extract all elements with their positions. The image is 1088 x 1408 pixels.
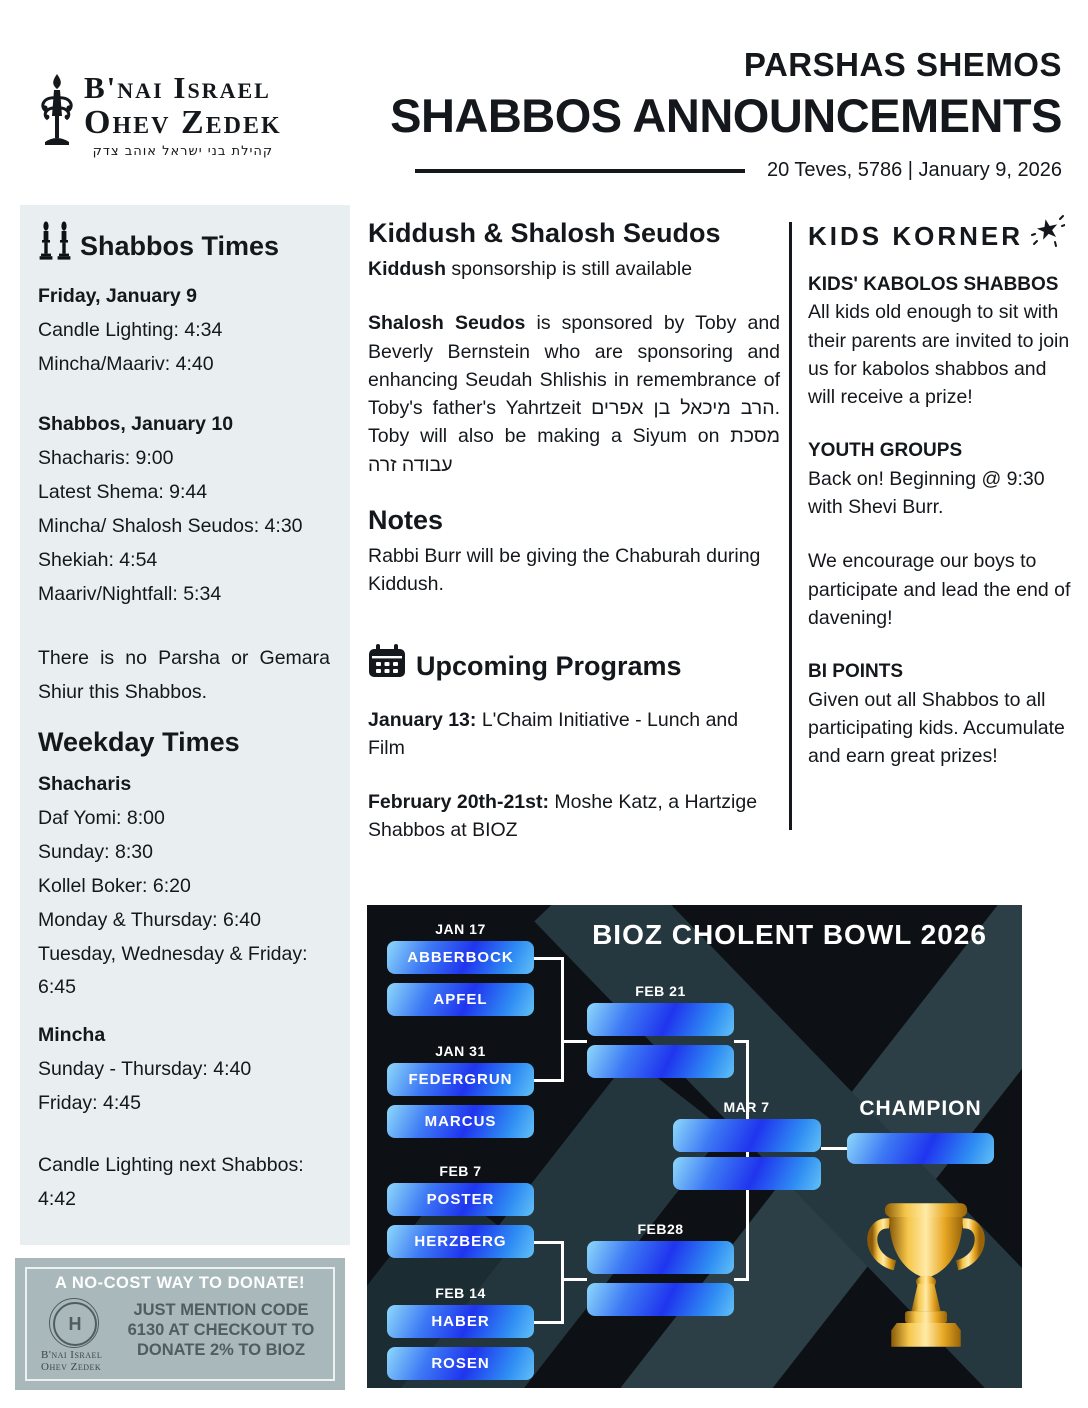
calendar-icon [368, 644, 406, 689]
bracket-line [734, 1278, 748, 1281]
shacharis-heading: Shacharis [38, 772, 132, 795]
donate-ad [15, 1258, 345, 1390]
bi-points-heading: BI POINTS [808, 661, 904, 683]
time-line: Sunday - Thursday: 4:40 [38, 1058, 252, 1081]
bi-points-body: Given out all Shabbos to all participating kids. Accumulate and earn great prizes! [808, 688, 1065, 768]
friday-heading: Friday, January 9 [38, 285, 197, 308]
time-line: Candle Lighting: 4:34 [38, 319, 223, 342]
time-line: Friday: 4:45 [38, 1092, 141, 1115]
bracket-line [534, 957, 564, 960]
donate-line2: 6130 AT CHECKOUT TO [127, 1321, 315, 1340]
match-date: FEB 14 [435, 1285, 486, 1301]
shul-name-line2: Ohev Zedek [84, 104, 282, 141]
champion-label: CHAMPION [859, 1097, 982, 1120]
kids-korner-title: KIDS KORNER [808, 220, 1024, 251]
weekday-times-title: Weekday Times [38, 726, 240, 757]
notes-body: Rabbi Burr will be giving the Chaburah during Kiddush. [368, 544, 761, 596]
empty-slot [587, 1003, 734, 1036]
donate-ad-title: A NO-COST WAY TO DONATE! [54, 1274, 306, 1292]
trophy-icon [862, 1175, 990, 1370]
shul-logo-text [84, 72, 282, 158]
team-slot: ROSEN [387, 1347, 534, 1380]
match-date: JAN 17 [435, 921, 486, 937]
match-date: FEB28 [637, 1221, 684, 1237]
kids-korner-column [808, 214, 1072, 771]
shabbos-times-title: Shabbos Times [80, 230, 280, 261]
donate-line1: JUST MENTION CODE [133, 1301, 309, 1319]
time-line: Mincha/Maariv: 4:40 [38, 353, 214, 376]
notes-heading: Notes [368, 504, 444, 535]
donate-ad-body [115, 1300, 327, 1360]
match-date: FEB 7 [439, 1163, 482, 1179]
column-divider [789, 222, 792, 830]
bracket-line [821, 1147, 847, 1150]
upcoming-programs-title: Upcoming Programs [416, 651, 682, 682]
time-line: Maariv/Nightfall: 5:34 [38, 582, 222, 605]
champion-slot [847, 1133, 994, 1164]
donate-shul-logo [41, 1350, 102, 1373]
empty-slot [587, 1283, 734, 1316]
team-slot: ABBERBOCK [387, 941, 534, 974]
youth-groups-body: Back on! Beginning @ 9:30 with Shevi Burr. [808, 467, 1045, 519]
empty-slot [673, 1119, 821, 1152]
match-date: MAR 7 [723, 1099, 770, 1115]
youth-groups-body2: We encourage our boys to participate and lead the end of davening! [808, 550, 1071, 629]
kiddush-availability: Kiddush sponsorship is still available [368, 258, 693, 281]
team-slot: FEDERGRUN [387, 1063, 534, 1096]
upcoming-programs-heading [368, 644, 780, 689]
times-sidebar [20, 205, 350, 1245]
donate-line3: DONATE 2% TO BIOZ [136, 1341, 306, 1360]
empty-slot [587, 1045, 734, 1078]
bracket-line [534, 1079, 564, 1082]
empty-slot [673, 1157, 821, 1190]
date-line [302, 159, 1062, 182]
bracket-line [534, 1321, 564, 1324]
cholent-bowl-bracket [367, 905, 1022, 1388]
time-line: Sunday: 8:30 [38, 840, 153, 863]
main-column [368, 218, 780, 845]
program-item: January 13: L'Chaim Initiative - Lunch and Film [368, 708, 739, 759]
team-slot: HERZBERG [387, 1225, 534, 1258]
bracket-line [561, 1241, 564, 1324]
star-sparkle-icon [1031, 214, 1065, 259]
kabolos-body: All kids old enough to sit with their parents are invited to join us for kabolos shabbos and will receive a prize! [808, 301, 1070, 409]
kosher-seal-icon: H [53, 1302, 97, 1346]
donate-logo-line1: B'nai Israel [41, 1349, 103, 1361]
team-slot: MARCUS [387, 1105, 534, 1138]
page-title: SHABBOS ANNOUNCEMENTS [390, 89, 1062, 142]
next-shabbos-candle-lighting: Candle Lighting next Shabbos: 4:42 [38, 1154, 304, 1211]
parsha-title: PARSHAS SHEMOS [743, 46, 1062, 83]
time-line: Monday & Thursday: 6:40 [38, 908, 261, 931]
match-date: FEB 21 [635, 983, 686, 999]
youth-groups-heading: YOUTH GROUPS [808, 440, 963, 462]
team-slot: APFEL [387, 983, 534, 1016]
empty-slot [587, 1241, 734, 1274]
bracket-line [534, 1241, 564, 1244]
team-slot: POSTER [387, 1183, 534, 1216]
shabbos-times-heading [38, 221, 330, 270]
menorah-icon [36, 72, 78, 155]
header-rule [415, 169, 745, 173]
masthead [302, 46, 1062, 182]
team-slot: HABER [387, 1305, 534, 1338]
bracket-line [561, 957, 564, 1082]
time-line: Kollel Boker: 6:20 [38, 874, 191, 897]
time-line: Shacharis: 9:00 [38, 447, 174, 470]
date-text: 20 Teves, 5786 | January 9, 2026 [766, 159, 1062, 181]
bracket-line [561, 1040, 587, 1043]
shul-logo [36, 72, 282, 158]
time-line: Shekiah: 4:54 [38, 548, 158, 571]
kiddush-heading: Kiddush & Shalosh Seudos [368, 218, 721, 248]
kabolos-heading: KIDS' KABOLOS SHABBOS [808, 273, 1059, 295]
shalosh-seudos-paragraph: Shalosh Seudos is sponsored by Toby and Beverly Bernstein who are sponsoring and enhancing Seudah Shlishis in remembrance of Toby's father's Yahrtzeit הרב מיכאל בן אפרים. Toby will also be making a Siyum on מסכת עבודה זרה [368, 312, 781, 476]
time-line: Mincha/ Shalosh Seudos: 4:30 [38, 514, 303, 537]
donate-logo-line2: Ohev Zedek [41, 1360, 102, 1373]
shul-name-line1: B'nai Israel [84, 70, 271, 105]
time-line: Latest Shema: 9:44 [38, 481, 208, 503]
mincha-heading: Mincha [38, 1024, 106, 1047]
shul-name-hebrew: קהילת בני ישראל אוהב צדק [92, 144, 274, 159]
kids-korner-heading [808, 214, 1072, 259]
no-shiur-note: There is no Parsha or Gemara Shiur this Shabbos. [38, 646, 330, 703]
program-item: February 20th-21st: Moshe Katz, a Hartzige Shabbos at BIOZ [368, 791, 758, 842]
time-line: Daf Yomi: 8:00 [38, 806, 165, 829]
bracket-title: BIOZ CHOLENT BOWL 2026 [592, 919, 987, 950]
time-line: Tuesday, Wednesday & Friday: 6:45 [38, 942, 308, 999]
shabbos-heading: Shabbos, January 10 [38, 413, 234, 436]
shabbos-candles-icon [38, 221, 72, 270]
bracket-line [561, 1278, 587, 1281]
match-date: JAN 31 [435, 1043, 486, 1059]
